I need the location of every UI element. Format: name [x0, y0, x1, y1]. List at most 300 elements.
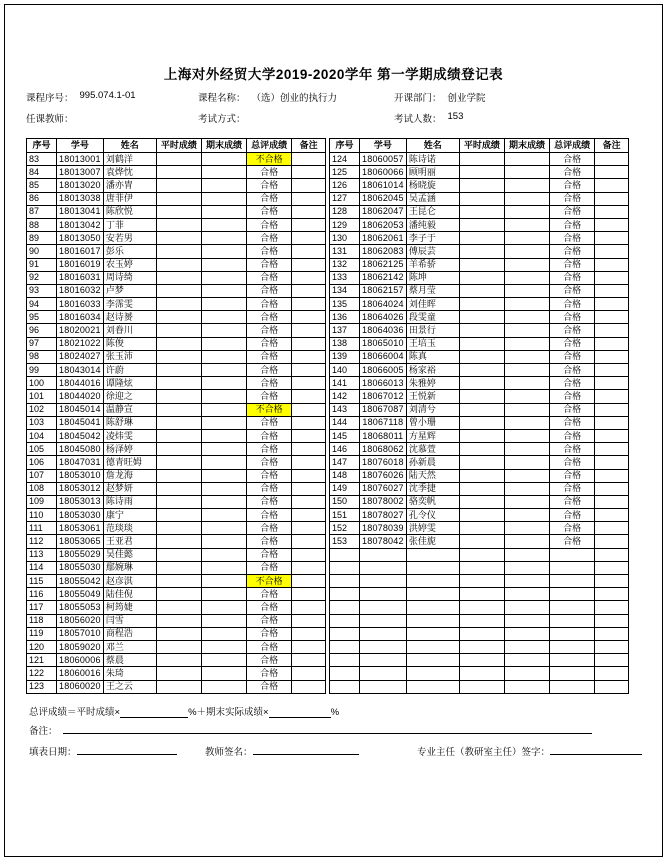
daily-score-cell [156, 456, 201, 469]
daily-score-cell [459, 245, 504, 258]
total-grade-cell [550, 561, 595, 574]
remark-cell [595, 153, 629, 166]
total-grade-cell: 合格 [550, 192, 595, 205]
table-row [330, 588, 629, 601]
student-id-cell: 18021022 [56, 337, 103, 350]
remark-cell [292, 311, 326, 324]
seq-cell: 139 [330, 350, 360, 363]
grade-table-left [26, 138, 326, 694]
table-row [330, 509, 629, 522]
final-score-cell [504, 205, 549, 218]
table-row [330, 522, 629, 535]
table-row [27, 245, 326, 258]
remark-cell [292, 429, 326, 442]
remark-cell [292, 166, 326, 179]
final-score-cell [504, 588, 549, 601]
daily-score-cell [156, 153, 201, 166]
name-cell: 唐菲伊 [103, 192, 156, 205]
column-header: 备注 [595, 139, 629, 153]
seq-cell: 152 [330, 522, 360, 535]
daily-score-cell [459, 258, 504, 271]
student-id-cell: 18013038 [56, 192, 103, 205]
remark-cell [292, 456, 326, 469]
final-score-cell [504, 429, 549, 442]
remark-cell [292, 535, 326, 548]
remark-cell [292, 218, 326, 231]
remark-cell [595, 350, 629, 363]
total-grade-cell: 合格 [550, 324, 595, 337]
remark-cell [292, 667, 326, 680]
student-id-cell: 18055030 [56, 561, 103, 574]
seq-cell: 114 [27, 561, 57, 574]
total-grade-cell: 合格 [247, 311, 292, 324]
daily-score-cell [459, 311, 504, 324]
total-grade-cell: 合格 [550, 364, 595, 377]
student-id-cell: 18055053 [56, 601, 103, 614]
student-id-cell [359, 614, 406, 627]
daily-score-cell [459, 298, 504, 311]
table-row [330, 218, 629, 231]
total-grade-cell: 合格 [550, 509, 595, 522]
daily-score-cell [156, 614, 201, 627]
daily-score-cell [156, 364, 201, 377]
name-cell: 方星辉 [406, 429, 459, 442]
remark-cell [595, 482, 629, 495]
seq-cell: 149 [330, 482, 360, 495]
student-id-cell: 18016019 [56, 258, 103, 271]
student-id-cell: 18045014 [56, 403, 103, 416]
remark-cell [595, 311, 629, 324]
name-cell: 潘纯毅 [406, 218, 459, 231]
seq-cell: 146 [330, 443, 360, 456]
table-row [27, 667, 326, 680]
daily-score-cell [156, 601, 201, 614]
fill-date-blank-line [77, 744, 177, 755]
student-id-cell: 18045042 [56, 429, 103, 442]
final-score-cell [201, 640, 246, 653]
page-title: 上海对外经贸大学2019-2020学年 第一学期成绩登记表 [163, 67, 504, 82]
course-number-label: 课程序号： [26, 93, 74, 104]
name-cell: 赵梦妍 [103, 482, 156, 495]
daily-score-cell [156, 192, 201, 205]
student-id-cell: 18055049 [56, 588, 103, 601]
final-score-cell [504, 456, 549, 469]
formula-prefix: 总评成绩＝平时成绩× [29, 707, 121, 718]
column-header: 序号 [27, 139, 57, 153]
remark-cell [292, 390, 326, 403]
daily-score-cell [156, 232, 201, 245]
final-score-cell [201, 495, 246, 508]
seq-cell: 134 [330, 284, 360, 297]
name-cell: 陈欣悦 [103, 205, 156, 218]
grade-sheet-page [4, 4, 663, 857]
remark-cell [595, 443, 629, 456]
student-id-cell: 18013001 [56, 153, 103, 166]
final-score-cell [201, 377, 246, 390]
name-cell [406, 627, 459, 640]
final-score-cell [201, 548, 246, 561]
remark-cell [595, 258, 629, 271]
seq-cell [330, 654, 360, 667]
daily-score-cell [156, 403, 201, 416]
final-score-cell [504, 232, 549, 245]
daily-score-cell [459, 469, 504, 482]
daily-score-cell [156, 469, 201, 482]
total-grade-cell: 合格 [550, 337, 595, 350]
student-id-cell [359, 654, 406, 667]
remark-cell [595, 179, 629, 192]
final-score-cell [201, 284, 246, 297]
table-row [330, 166, 629, 179]
table-row [330, 601, 629, 614]
name-cell: 闫雪 [103, 614, 156, 627]
table-row [27, 601, 326, 614]
total-grade-cell: 合格 [247, 364, 292, 377]
remark-blank-line [63, 723, 592, 734]
seq-cell [330, 640, 360, 653]
column-header: 平时成绩 [459, 139, 504, 153]
daily-score-cell [459, 429, 504, 442]
final-score-cell [504, 192, 549, 205]
remark-cell [595, 627, 629, 640]
total-grade-cell: 合格 [247, 469, 292, 482]
table-header-row [27, 139, 326, 153]
name-cell: 杨家裕 [406, 364, 459, 377]
seq-cell: 133 [330, 271, 360, 284]
table-row [27, 456, 326, 469]
table-row [330, 337, 629, 350]
total-grade-cell [550, 680, 595, 693]
remark-cell [595, 456, 629, 469]
name-cell: 谭隆炫 [103, 377, 156, 390]
seq-cell: 91 [27, 258, 57, 271]
daily-score-cell [459, 575, 504, 588]
final-score-cell [201, 153, 246, 166]
grade-tables [26, 138, 629, 694]
student-id-cell: 18024027 [56, 350, 103, 363]
seq-cell [330, 614, 360, 627]
total-grade-cell: 合格 [550, 284, 595, 297]
seq-cell: 110 [27, 509, 57, 522]
table-row [27, 469, 326, 482]
seq-cell: 143 [330, 403, 360, 416]
student-id-cell: 18013020 [56, 179, 103, 192]
total-grade-cell: 合格 [247, 205, 292, 218]
remark-cell [292, 192, 326, 205]
table-row [330, 232, 629, 245]
table-row [27, 614, 326, 627]
student-id-cell: 18067012 [359, 390, 406, 403]
name-cell: 吴孟涵 [406, 192, 459, 205]
seq-cell: 109 [27, 495, 57, 508]
table-row [27, 416, 326, 429]
table-row [330, 614, 629, 627]
name-cell: 詹龙海 [103, 469, 156, 482]
name-cell: 洪婷雯 [406, 522, 459, 535]
seq-cell: 142 [330, 390, 360, 403]
final-score-cell [201, 245, 246, 258]
final-score-cell [504, 284, 549, 297]
remark-cell [595, 271, 629, 284]
daily-score-cell [156, 588, 201, 601]
name-cell: 柯筠婕 [103, 601, 156, 614]
remark-cell [292, 469, 326, 482]
column-header: 总评成绩 [550, 139, 595, 153]
total-grade-cell: 合格 [247, 166, 292, 179]
daily-score-cell [156, 482, 201, 495]
seq-cell: 106 [27, 456, 57, 469]
seq-cell: 101 [27, 390, 57, 403]
total-grade-cell: 合格 [247, 640, 292, 653]
total-grade-cell: 合格 [550, 535, 595, 548]
remark-cell [292, 179, 326, 192]
remark-cell [595, 469, 629, 482]
daily-score-cell [156, 667, 201, 680]
daily-score-cell [156, 311, 201, 324]
remark-cell [595, 601, 629, 614]
remark-cell [595, 654, 629, 667]
seq-cell: 119 [27, 627, 57, 640]
daily-score-cell [156, 298, 201, 311]
name-cell: 德青旺姆 [103, 456, 156, 469]
column-header: 姓名 [103, 139, 156, 153]
final-score-cell [201, 298, 246, 311]
student-id-cell: 18067118 [359, 416, 406, 429]
table-row [27, 509, 326, 522]
final-score-cell [504, 482, 549, 495]
seq-cell: 111 [27, 522, 57, 535]
name-cell [406, 640, 459, 653]
student-id-cell: 18060066 [359, 166, 406, 179]
student-id-cell: 18053030 [56, 509, 103, 522]
remark-cell [292, 153, 326, 166]
total-grade-cell: 合格 [550, 179, 595, 192]
final-score-cell [504, 166, 549, 179]
final-score-cell [504, 337, 549, 350]
final-score-cell [504, 364, 549, 377]
column-header: 备注 [292, 139, 326, 153]
name-cell: 刘鹤洋 [103, 153, 156, 166]
remark-cell [292, 377, 326, 390]
name-cell: 彭乐 [103, 245, 156, 258]
final-score-cell [201, 232, 246, 245]
student-id-cell: 18060006 [56, 654, 103, 667]
remark-cell [595, 561, 629, 574]
name-cell: 徐迎之 [103, 390, 156, 403]
seq-cell: 98 [27, 350, 57, 363]
seq-cell: 95 [27, 311, 57, 324]
table-row [27, 443, 326, 456]
daily-score-cell [156, 535, 201, 548]
seq-cell: 150 [330, 495, 360, 508]
final-score-cell [504, 575, 549, 588]
seq-cell: 127 [330, 192, 360, 205]
table-row [330, 667, 629, 680]
total-grade-cell: 合格 [247, 416, 292, 429]
name-cell: 刘佳晖 [406, 298, 459, 311]
student-id-cell: 18057010 [56, 627, 103, 640]
table-row [330, 482, 629, 495]
daily-score-cell [459, 192, 504, 205]
table-row [27, 284, 326, 297]
total-grade-cell: 合格 [247, 350, 292, 363]
seq-cell: 130 [330, 232, 360, 245]
column-header: 总评成绩 [247, 139, 292, 153]
student-id-cell: 18053010 [56, 469, 103, 482]
seq-cell: 126 [330, 179, 360, 192]
seq-cell: 115 [27, 575, 57, 588]
total-grade-cell: 不合格 [247, 153, 292, 166]
course-number-value: 995.074.1-01 [79, 90, 136, 101]
total-grade-cell: 合格 [550, 495, 595, 508]
daily-score-cell [459, 495, 504, 508]
student-id-cell: 18060020 [56, 680, 103, 693]
total-grade-cell: 合格 [550, 298, 595, 311]
daily-score-cell [156, 575, 201, 588]
seq-cell: 145 [330, 429, 360, 442]
student-id-cell: 18045041 [56, 416, 103, 429]
daily-score-cell [156, 509, 201, 522]
final-score-cell [201, 218, 246, 231]
student-id-cell: 18013007 [56, 166, 103, 179]
final-score-cell [201, 416, 246, 429]
daily-score-cell [459, 364, 504, 377]
director-signature-field [417, 744, 642, 758]
final-score-cell [504, 245, 549, 258]
seq-cell: 122 [27, 667, 57, 680]
final-score-cell [201, 192, 246, 205]
total-grade-cell: 合格 [247, 561, 292, 574]
final-score-cell [201, 627, 246, 640]
total-grade-cell [550, 588, 595, 601]
final-score-cell [201, 561, 246, 574]
final-score-cell [504, 667, 549, 680]
total-grade-cell: 合格 [550, 350, 595, 363]
seq-cell: 135 [330, 298, 360, 311]
table-row [330, 179, 629, 192]
total-grade-cell: 合格 [550, 258, 595, 271]
daily-score-cell [156, 416, 201, 429]
seq-cell: 132 [330, 258, 360, 271]
student-id-cell: 18061014 [359, 179, 406, 192]
final-score-cell [201, 429, 246, 442]
name-cell: 丁菲 [103, 218, 156, 231]
name-cell [406, 654, 459, 667]
name-cell: 沈慕萱 [406, 443, 459, 456]
daily-score-cell [156, 271, 201, 284]
daily-score-cell [459, 443, 504, 456]
seq-cell [330, 627, 360, 640]
name-cell [406, 561, 459, 574]
daily-score-cell [459, 390, 504, 403]
student-id-cell: 18055029 [56, 548, 103, 561]
table-row [330, 575, 629, 588]
name-cell: 张玉沛 [103, 350, 156, 363]
daily-score-cell [459, 153, 504, 166]
name-cell: 赵诗赟 [103, 311, 156, 324]
signature-row [29, 744, 642, 758]
remark-cell [292, 298, 326, 311]
total-grade-cell: 合格 [550, 377, 595, 390]
remark-cell [292, 495, 326, 508]
course-info [26, 90, 648, 132]
seq-cell: 136 [330, 311, 360, 324]
table-row [330, 153, 629, 166]
student-id-cell [359, 575, 406, 588]
daily-score-cell [156, 350, 201, 363]
final-score-cell [201, 456, 246, 469]
final-score-cell [504, 324, 549, 337]
daily-score-cell [156, 205, 201, 218]
name-cell: 陈真 [406, 350, 459, 363]
remark-cell [595, 390, 629, 403]
daily-score-cell [459, 667, 504, 680]
remark-label: 备注： [29, 726, 58, 737]
final-score-cell [201, 588, 246, 601]
table-row [27, 680, 326, 693]
daily-score-cell [459, 271, 504, 284]
name-cell: 陈舒琳 [103, 416, 156, 429]
name-cell: 孙新晨 [406, 456, 459, 469]
student-id-cell: 18013041 [56, 205, 103, 218]
seq-cell: 104 [27, 429, 57, 442]
total-grade-cell: 合格 [247, 337, 292, 350]
total-grade-cell: 合格 [550, 456, 595, 469]
student-id-cell: 18068011 [359, 429, 406, 442]
seq-cell: 129 [330, 218, 360, 231]
final-score-cell [201, 482, 246, 495]
seq-cell: 105 [27, 443, 57, 456]
name-cell: 杨泽婷 [103, 443, 156, 456]
daily-score-cell [156, 218, 201, 231]
remark-cell [595, 232, 629, 245]
grade-formula [29, 704, 339, 718]
seq-cell: 93 [27, 284, 57, 297]
table-row [330, 271, 629, 284]
exam-count-field [394, 111, 648, 125]
column-header: 姓名 [406, 139, 459, 153]
table-row [27, 482, 326, 495]
seq-cell: 153 [330, 535, 360, 548]
daily-score-cell [459, 509, 504, 522]
remark-cell [292, 522, 326, 535]
table-row [27, 627, 326, 640]
remark-cell [595, 680, 629, 693]
table-row [330, 205, 629, 218]
remark-cell [292, 575, 326, 588]
table-row [27, 390, 326, 403]
remark-cell [595, 640, 629, 653]
final-score-cell [201, 166, 246, 179]
student-id-cell [359, 667, 406, 680]
student-id-cell: 18044020 [56, 390, 103, 403]
daily-score-cell [459, 614, 504, 627]
daily-score-cell [156, 548, 201, 561]
student-id-cell [359, 548, 406, 561]
student-id-cell: 18078002 [359, 495, 406, 508]
remark-cell [595, 548, 629, 561]
daily-score-cell [459, 627, 504, 640]
total-grade-cell: 合格 [550, 429, 595, 442]
student-id-cell: 18016032 [56, 284, 103, 297]
seq-cell: 92 [27, 271, 57, 284]
column-header: 学号 [359, 139, 406, 153]
total-grade-cell: 合格 [550, 416, 595, 429]
seq-cell: 128 [330, 205, 360, 218]
seq-cell [330, 588, 360, 601]
table-row [27, 271, 326, 284]
column-header: 期末成绩 [504, 139, 549, 153]
